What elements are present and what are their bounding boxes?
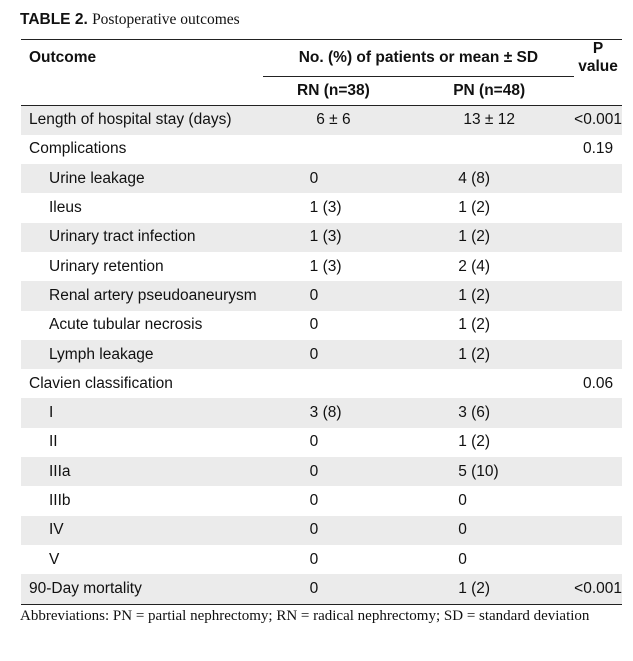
row-p: <0.001 [574, 574, 622, 604]
row-rn: 1 (3) [309, 228, 342, 246]
table-row [21, 398, 622, 427]
row-label: Urinary retention [49, 257, 164, 275]
table-row [21, 457, 622, 486]
table-caption-title: Postoperative outcomes [92, 11, 240, 28]
table-row [21, 486, 622, 515]
row-label: Renal artery pseudoaneurysm [49, 286, 257, 304]
row-p [574, 252, 622, 281]
table-caption-label: TABLE 2. [20, 11, 88, 28]
row-label: IIIa [49, 462, 71, 480]
row-p [574, 516, 622, 545]
header-group: No. (%) of patients or mean ± SD [263, 40, 575, 77]
table-row [21, 164, 622, 193]
table-row [21, 428, 622, 457]
row-pn: 0 [458, 492, 467, 509]
row-pn: 1 (2) [404, 574, 574, 604]
row-rn: 6 ± 6 [316, 111, 351, 129]
row-pn: 2 (4) [458, 257, 491, 275]
header-pvalue: P value [578, 40, 618, 75]
row-pn: 0 [458, 550, 467, 568]
row-label: Urinary tract infection [49, 228, 196, 246]
row-rn: 0 [263, 574, 405, 604]
row-label: V [49, 550, 60, 568]
table-row [21, 574, 622, 604]
row-label: Length of hospital stay (days) [29, 111, 232, 129]
row-p [574, 457, 622, 486]
row-rn: 0 [309, 169, 319, 187]
header-row-2 [21, 76, 622, 105]
row-p: <0.001 [574, 111, 622, 129]
row-p [574, 545, 622, 574]
row-pn: 1 (2) [458, 228, 491, 246]
row-rn [263, 369, 405, 398]
row-rn: 3 (8) [309, 404, 342, 422]
table-row [21, 311, 622, 340]
row-label: Ileus [49, 199, 82, 217]
row-label: IV [49, 521, 64, 539]
row-p [574, 428, 622, 457]
row-rn: 0 [309, 286, 319, 304]
table-row [21, 223, 622, 252]
row-label: Clavien classification [29, 374, 173, 392]
row-pn: 1 (2) [458, 286, 491, 304]
row-rn: 0 [309, 462, 319, 480]
table-footnote: Abbreviations: PN = partial nephrectomy; RN = radical nephrectomy; SD = standard deviation [20, 608, 590, 624]
row-rn: 0 [309, 433, 319, 451]
row-p [574, 193, 622, 222]
header-rn: RN (n=38) [263, 76, 405, 105]
row-label: Lymph leakage [49, 345, 154, 363]
table-row [21, 369, 622, 398]
header-empty [21, 76, 263, 105]
row-rn: 0 [309, 345, 319, 363]
row-pn: 3 (6) [458, 404, 491, 422]
row-pn [404, 369, 574, 398]
row-p: 0.19 [582, 140, 614, 158]
row-rn [263, 135, 405, 164]
row-p: 0.06 [582, 374, 614, 392]
table-row [21, 252, 622, 281]
header-empty-p [574, 76, 622, 105]
row-p [574, 311, 622, 340]
row-pn: 13 ± 12 [463, 111, 515, 129]
row-rn: 0 [309, 316, 319, 334]
row-rn: 1 (3) [309, 199, 342, 217]
row-pn: 1 (2) [458, 199, 491, 217]
row-rn: 1 (3) [309, 257, 342, 275]
row-pn: 1 (2) [458, 316, 491, 334]
table-caption [20, 11, 240, 29]
header-outcome: Outcome [29, 49, 97, 66]
row-pn: 4 (8) [458, 169, 491, 187]
table-row [21, 281, 622, 310]
row-pn: 1 (2) [458, 345, 491, 363]
table-row [21, 135, 622, 164]
row-label: II [49, 433, 58, 451]
row-label: Complications [29, 140, 127, 158]
outcomes-table [21, 39, 622, 605]
table-row [21, 340, 622, 369]
row-label: I [49, 404, 54, 422]
header-row-1 [21, 40, 622, 77]
row-pn: 0 [458, 521, 467, 539]
table-row [21, 193, 622, 222]
table-row [21, 516, 622, 545]
row-label: Acute tubular necrosis [49, 316, 203, 334]
row-p [574, 398, 622, 427]
table-row [21, 545, 622, 574]
row-label: Urine leakage [49, 169, 145, 187]
row-rn: 0 [309, 550, 319, 568]
row-label: 90-Day mortality [21, 574, 263, 604]
row-rn: 0 [309, 492, 319, 509]
table-row [21, 105, 622, 135]
row-pn [404, 135, 574, 164]
row-p [574, 486, 622, 515]
row-rn: 0 [309, 521, 319, 539]
row-pn: 5 (10) [458, 462, 499, 480]
row-p [574, 281, 622, 310]
row-pn: 1 (2) [458, 433, 491, 451]
row-p [574, 340, 622, 369]
row-p [574, 223, 622, 252]
row-p [574, 164, 622, 193]
row-label: IIIb [49, 492, 71, 509]
header-pn: PN (n=48) [404, 76, 574, 105]
